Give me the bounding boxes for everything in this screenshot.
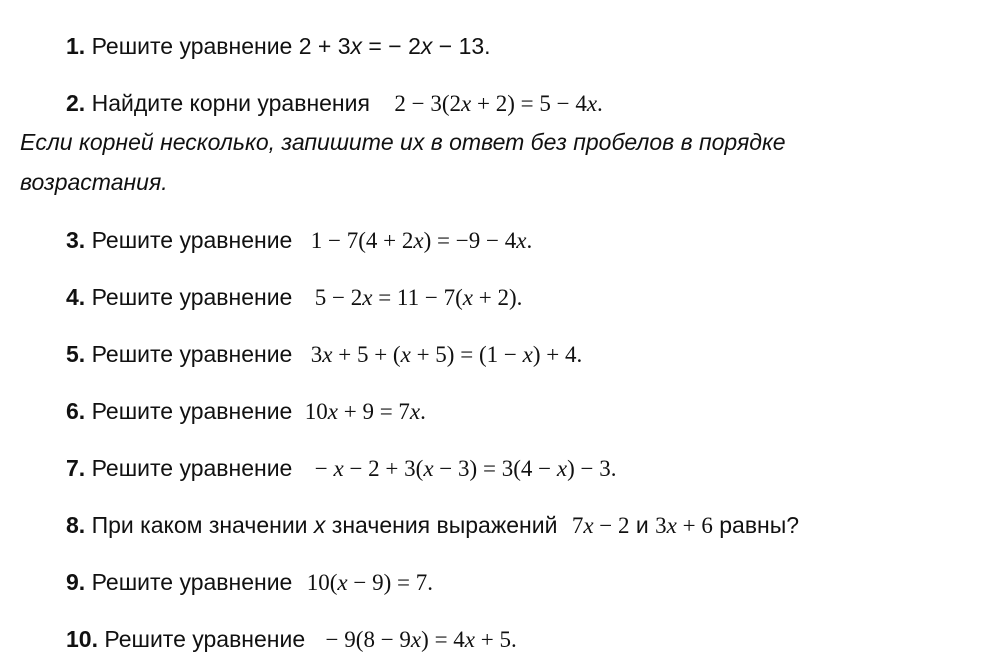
task-5 <box>66 340 582 369</box>
equation: − x − 2 + 3(x − 3) = 3(4 − x) − 3. <box>314 456 617 481</box>
task-number: 8. <box>66 512 86 538</box>
task-text: Решите уравнение <box>91 341 293 367</box>
task-text: Решите уравнение 2 + 3 <box>91 33 351 59</box>
task-number: 10. <box>66 626 98 652</box>
task-9 <box>66 568 433 597</box>
equation: − 9(8 − 9x) = 4x + 5. <box>325 627 517 652</box>
variable-x: x <box>313 512 326 538</box>
task-suffix: равны? <box>719 512 800 538</box>
task-text: Решите уравнение <box>91 398 293 424</box>
task-text: Найдите корни уравнения <box>91 90 370 116</box>
task-text: Решите уравнение <box>104 626 306 652</box>
task-text-2: значения выражений <box>325 512 558 538</box>
task-text-3: − 13. <box>432 33 491 59</box>
note-line-2: возрастания. <box>20 169 168 195</box>
conjunction: и <box>635 512 649 538</box>
equation: 3x + 5 + (x + 5) = (1 − x) + 4. <box>310 342 583 367</box>
task-number: 7. <box>66 455 86 481</box>
note-line-1: Если корней несколько, запишите их в ответ без пробелов в порядке <box>20 129 786 155</box>
task-number: 6. <box>66 398 86 424</box>
expression-1: 7x − 2 <box>571 513 630 538</box>
task-text: Решите уравнение <box>91 284 293 310</box>
task-number: 5. <box>66 341 86 367</box>
task-text: Решите уравнение <box>91 569 293 595</box>
task-7 <box>66 454 616 483</box>
variable-x-2: x <box>420 33 433 59</box>
task-2 <box>66 89 603 118</box>
equation: 2 − 3(2x + 2) = 5 − 4x. <box>394 91 603 116</box>
task-number: 3. <box>66 227 86 253</box>
expression-2: 3x + 6 <box>655 513 713 538</box>
task-10 <box>66 625 517 654</box>
equation: 10(x − 9) = 7. <box>306 570 434 595</box>
task-text: При каком значении <box>91 512 308 538</box>
equation: 10x + 9 = 7x. <box>304 399 426 424</box>
variable-x: x <box>350 33 363 59</box>
task-8 <box>66 511 799 540</box>
task-4 <box>66 283 522 312</box>
task-6 <box>66 397 426 426</box>
task-number: 2. <box>66 90 86 116</box>
task-number: 9. <box>66 569 86 595</box>
task-text-2: = − 2 <box>362 33 421 59</box>
task-1 <box>66 32 491 60</box>
task-number: 1. <box>66 33 86 59</box>
task-number: 4. <box>66 284 86 310</box>
equation: 5 − 2x = 11 − 7(x + 2). <box>314 285 523 310</box>
task-text: Решите уравнение <box>91 455 293 481</box>
equation: 1 − 7(4 + 2x) = −9 − 4x. <box>310 228 533 253</box>
task-text: Решите уравнение <box>91 227 293 253</box>
task-3 <box>66 226 532 255</box>
